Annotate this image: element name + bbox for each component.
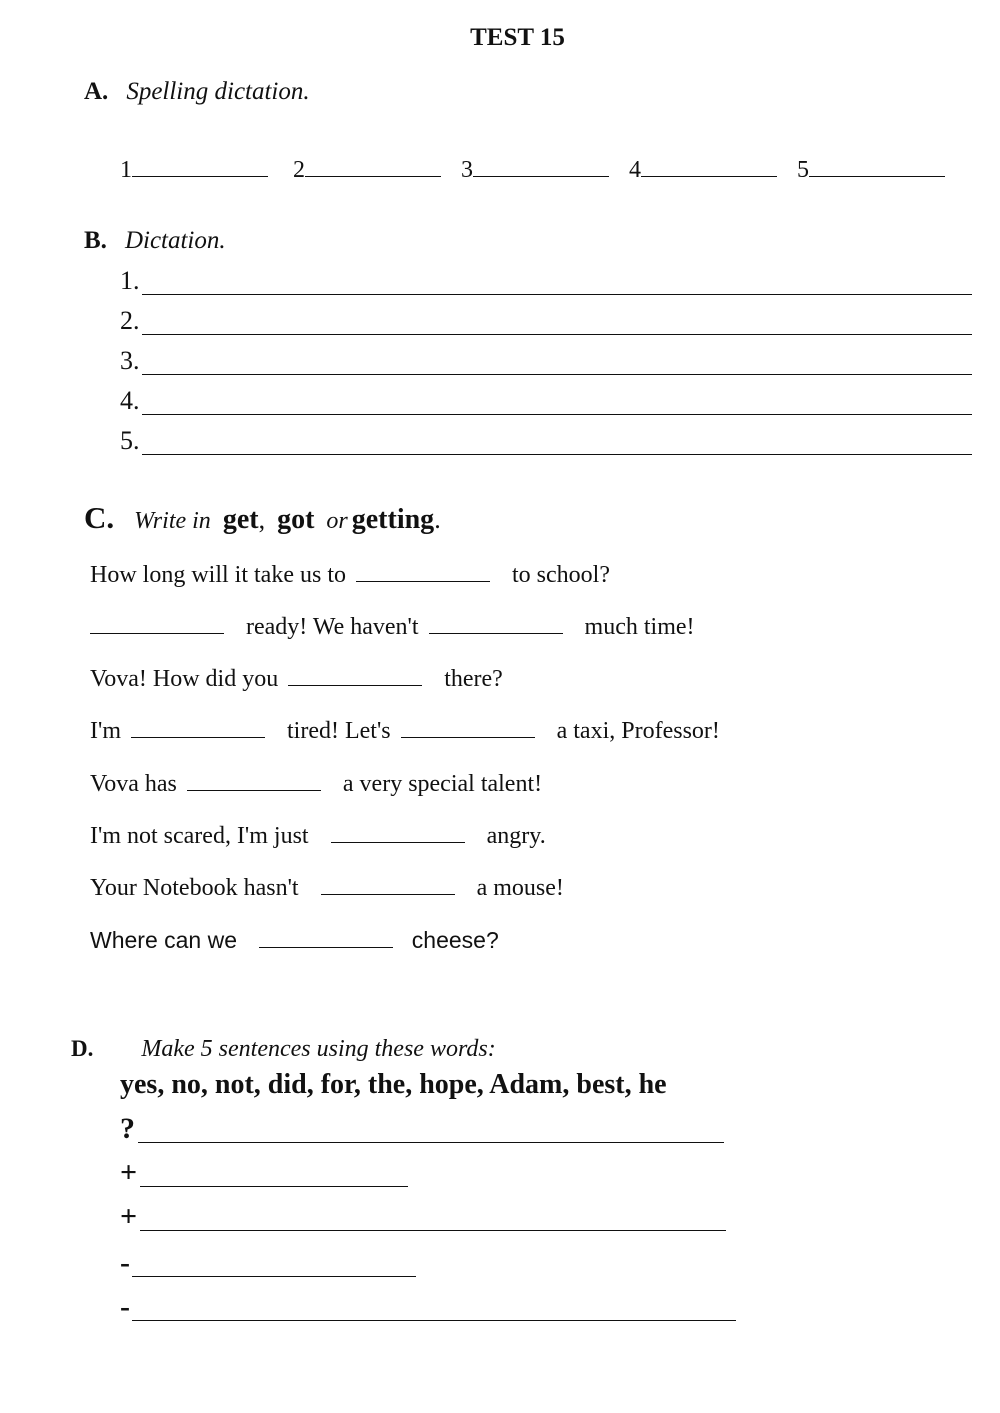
spelling-item-number: 1: [120, 157, 132, 183]
answer-blank[interactable]: [259, 927, 393, 948]
spelling-item-number: 5: [797, 157, 809, 183]
dictation-blank[interactable]: [142, 414, 972, 415]
sentence-2: [90, 613, 695, 641]
sentence-text: a mouse!: [476, 875, 564, 901]
spelling-item-2: [293, 154, 441, 184]
section-b-letter: B.: [84, 227, 107, 254]
sentence-text: I'm not scared, I'm just: [90, 823, 309, 849]
sentence-text: Vova has: [90, 771, 177, 797]
sentence-text: cheese?: [411, 927, 499, 953]
sentence-text: Your Notebook hasn't: [90, 875, 299, 901]
answer-blank[interactable]: [331, 822, 465, 843]
spelling-blank-2[interactable]: [305, 154, 441, 177]
section-a-instruction: Spelling dictation.: [126, 78, 310, 105]
answer-blank[interactable]: [356, 561, 490, 582]
word-bank: yes, no, not, did, for, the, hope, Adam, best, he: [120, 1069, 667, 1100]
dictation-line-5: [120, 426, 980, 456]
dictation-line-2: [120, 306, 980, 336]
sentence-text: tired! Let's: [286, 718, 391, 744]
spelling-blank-4[interactable]: [641, 154, 777, 177]
mark-plus: +: [120, 1156, 138, 1189]
section-c-heading: C. Write in get, got or getting.: [84, 500, 441, 535]
sentence-line-question: [120, 1112, 135, 1146]
dictation-line-4: [120, 386, 980, 416]
sentence-text: Vova! How did you: [90, 666, 279, 692]
section-d-heading: [71, 1036, 496, 1063]
spelling-item-1: [120, 154, 268, 184]
sentence-6: [90, 822, 546, 850]
sentence-text: angry.: [486, 823, 546, 849]
sentence-blank[interactable]: [132, 1320, 736, 1321]
sentence-text: I'm: [90, 718, 121, 744]
spelling-blank-3[interactable]: [473, 154, 609, 177]
sentence-blank[interactable]: [138, 1142, 724, 1143]
sentence-8: [90, 927, 499, 954]
answer-blank[interactable]: [187, 770, 321, 791]
sentence-text: much time!: [584, 614, 695, 640]
answer-blank[interactable]: [131, 717, 265, 738]
section-c-letter: C.: [84, 500, 115, 535]
spelling-item-3: [461, 154, 609, 184]
answer-blank[interactable]: [288, 665, 422, 686]
spelling-item-5: [797, 154, 945, 184]
sentence-4: [90, 717, 720, 745]
sentence-3: [90, 665, 503, 693]
sentence-text: a very special talent!: [342, 771, 543, 797]
spelling-item-number: 2: [293, 157, 305, 183]
dictation-number: 4.: [120, 386, 140, 415]
page-title: TEST 15: [470, 24, 565, 51]
dictation-line-3: [120, 346, 980, 376]
sentence-1: [90, 561, 610, 589]
spelling-item-number: 4: [629, 157, 641, 183]
word-or: or: [326, 508, 348, 534]
spelling-blank-5[interactable]: [809, 154, 945, 177]
section-d-letter: D.: [71, 1036, 94, 1061]
word-getting: getting: [351, 504, 435, 535]
spelling-item-number: 3: [461, 157, 473, 183]
answer-blank[interactable]: [90, 613, 224, 634]
sentence-text: there?: [444, 666, 503, 692]
section-a-heading: [84, 78, 310, 106]
sentence-text: ready! We haven't: [246, 614, 419, 640]
sentence-blank[interactable]: [140, 1230, 726, 1231]
spelling-item-4: [629, 154, 777, 184]
section-b-heading: [84, 227, 226, 255]
answer-blank[interactable]: [401, 717, 535, 738]
sentence-5: [90, 770, 542, 798]
sentence-text: Where can we: [90, 927, 238, 953]
dictation-number: 5.: [120, 426, 140, 455]
word-get: get: [222, 504, 259, 535]
answer-blank[interactable]: [429, 613, 563, 634]
dictation-blank[interactable]: [142, 454, 972, 455]
sentence-text: to school?: [511, 562, 610, 588]
dictation-number: 2.: [120, 306, 140, 335]
sentence-blank[interactable]: [132, 1276, 416, 1277]
answer-blank[interactable]: [321, 874, 455, 895]
dictation-number: 1.: [120, 266, 140, 295]
mark-minus: -: [120, 1290, 130, 1323]
dictation-number: 3.: [120, 346, 140, 375]
sentence-text: a taxi, Professor!: [556, 718, 720, 744]
sentence-line-negative-2: [120, 1290, 130, 1324]
word-got: got: [277, 504, 315, 535]
dictation-line-1: [120, 266, 980, 296]
instruction-period: .: [434, 505, 441, 534]
sentence-7: [90, 874, 564, 902]
dictation-blank[interactable]: [142, 294, 972, 295]
sentence-text: How long will it take us to: [90, 562, 346, 588]
section-a-letter: A.: [84, 78, 109, 105]
dictation-blank[interactable]: [142, 374, 972, 375]
sentence-line-positive-2: [120, 1200, 137, 1234]
sentence-line-negative-1: [120, 1246, 130, 1280]
dictation-blank[interactable]: [142, 334, 972, 335]
section-c-instruction: Write in: [134, 508, 211, 534]
mark-plus: +: [120, 1200, 138, 1233]
sentence-blank[interactable]: [140, 1186, 408, 1187]
mark-question: ?: [120, 1112, 135, 1145]
mark-minus: -: [120, 1246, 130, 1279]
sentence-line-positive-1: [120, 1156, 137, 1190]
spelling-blank-1[interactable]: [132, 154, 268, 177]
section-d-instruction: Make 5 sentences using these words:: [141, 1036, 496, 1062]
section-b-instruction: Dictation.: [124, 227, 226, 254]
